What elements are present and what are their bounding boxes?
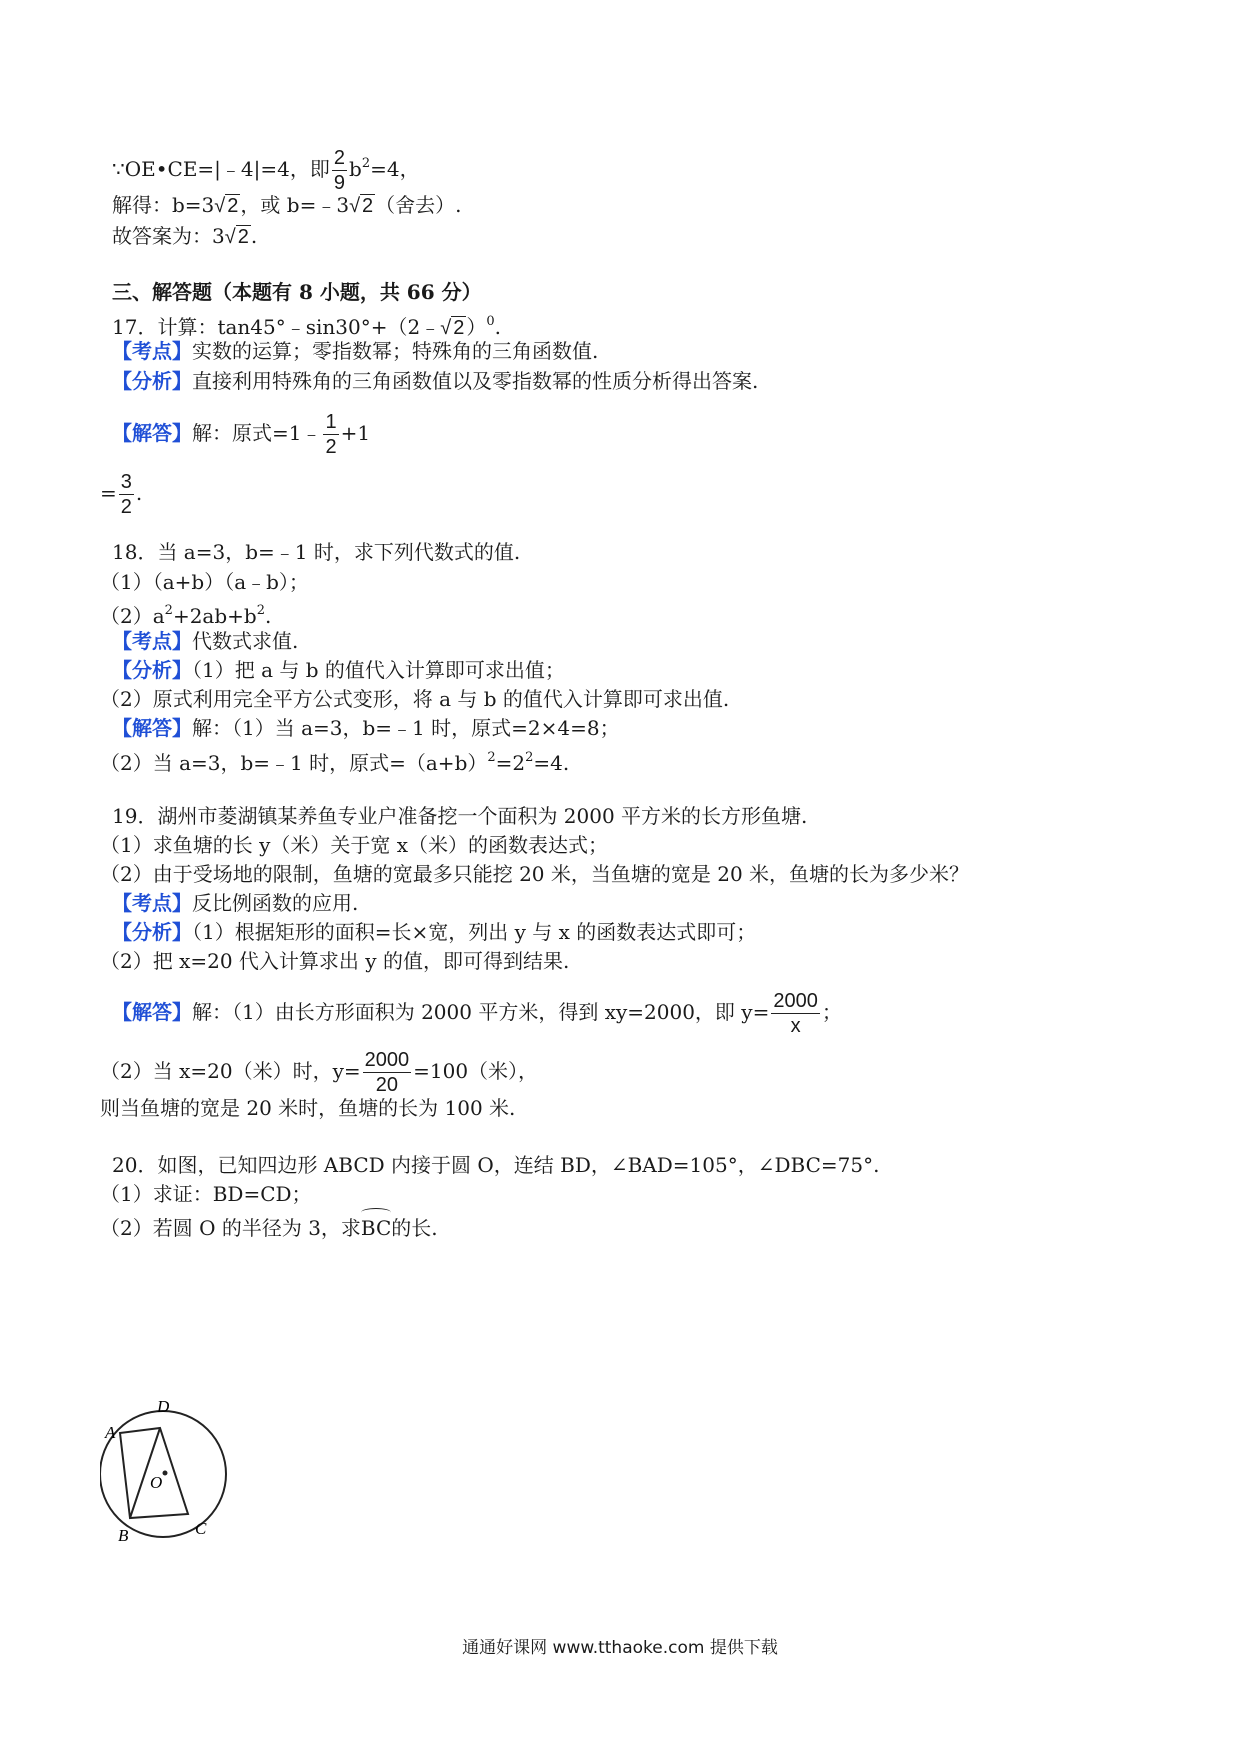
text: （1）把 a 与 b 的值代入计算即可求出值；: [192, 658, 565, 682]
q18-stem: 18．当 a=3，b=﹣1 时，求下列代数式的值.: [112, 540, 521, 564]
prev-line-2: [112, 191, 462, 220]
text: 解：原式=1﹣: [192, 421, 322, 445]
denominator: 2: [120, 496, 132, 518]
denominator: x: [790, 1015, 801, 1037]
q20-stem: 20．如图，已知四边形 ABCD 内接于圆 O，连结 BD，∠BAD=105°，∠DBC=75°.: [112, 1153, 880, 1177]
exponent: 0: [486, 314, 495, 329]
circle-quadrilateral-figure: [100, 1388, 240, 1548]
numerator: 2: [333, 147, 345, 169]
q18-jieda: [112, 714, 620, 742]
text: =4，: [370, 157, 420, 181]
text: =100（米），: [413, 1059, 539, 1083]
text: 17．计算：tan45°﹣sin30°+（2﹣: [112, 315, 441, 339]
text: .: [494, 315, 501, 339]
text: ，或 b=﹣3: [240, 193, 350, 217]
q19-fenxi-2: （2）把 x=20 代入计算求出 y 的值，即可得到结果.: [100, 949, 570, 973]
q18-fenxi: [112, 656, 565, 684]
text: （2）a: [100, 604, 165, 628]
q19-part-1: （1）求鱼塘的长 y（米）关于宽 x（米）的函数表达式；: [100, 833, 609, 857]
q17-result: [100, 470, 142, 519]
section-heading: 三、解答题（本题有 8 小题，共 66 分）: [112, 280, 482, 304]
fraction: [332, 146, 347, 195]
q17-jieda: [112, 410, 370, 459]
q19-kaodian: [112, 889, 358, 917]
q19-jieda-2: [100, 1048, 538, 1097]
numerator: 1: [325, 411, 337, 433]
text: 直接利用特殊角的三角函数值以及零指数幂的性质分析得出答案.: [192, 369, 759, 393]
tag-jieda: 【解答】: [112, 1000, 192, 1024]
text: 的长.: [391, 1216, 438, 1240]
q18-kaodian: [112, 627, 298, 655]
text: （舍去）.: [375, 193, 462, 217]
label-d: D: [157, 1397, 170, 1416]
q20-part-1: （1）求证：BD=CD；: [100, 1182, 312, 1206]
text: （2）若圆 O 的半径为 3，求: [100, 1216, 361, 1240]
label-c: C: [195, 1519, 207, 1538]
denominator: 9: [333, 172, 345, 194]
sqrt: √ 2: [214, 195, 239, 217]
tag-jieda: 【解答】: [112, 716, 192, 740]
q19-part-2: （2）由于受场地的限制，鱼塘的宽最多只能挖 20 米，当鱼塘的宽是 20 米，鱼塘的长为多少米？: [100, 862, 970, 886]
text: ∵OE•CE=|﹣4|=4，即: [112, 157, 330, 181]
fraction: [119, 470, 134, 519]
text: （1）根据矩形的面积=长×宽，列出 y 与 x 的函数表达式即可；: [192, 920, 757, 944]
text: .: [265, 604, 272, 628]
denominator: 20: [375, 1074, 398, 1096]
radicand: 2: [227, 195, 239, 217]
tag-kaodian: 【考点】: [112, 339, 192, 363]
tag-kaodian: 【考点】: [112, 891, 192, 915]
text: =4.: [533, 751, 570, 775]
fraction: [323, 410, 338, 459]
text: +2ab+b: [172, 604, 257, 628]
text: （2）当 x=20（米）时，y=: [100, 1059, 361, 1083]
text: ；: [821, 1000, 842, 1024]
radicand: 2: [453, 317, 465, 339]
numerator: 2000: [364, 1049, 410, 1071]
arc-mark: [361, 1208, 391, 1217]
exponent: 2: [256, 603, 265, 618]
prev-line-3: [112, 222, 257, 251]
footer-watermark: 通通好课网 www.tthaoke.com 提供下载: [462, 1638, 778, 1658]
fraction: [771, 989, 820, 1038]
radicand: 2: [362, 195, 374, 217]
exponent: 2: [361, 156, 371, 171]
tag-jieda: 【解答】: [112, 421, 192, 445]
sqrt: √ 2: [224, 226, 249, 248]
label-b: B: [118, 1526, 129, 1545]
arc-label: BC: [360, 1216, 392, 1240]
q19-fenxi: [112, 918, 756, 946]
text: 解得：b=3: [112, 193, 215, 217]
q19-jieda: [112, 989, 842, 1038]
text: =: [100, 481, 117, 505]
tag-fenxi: 【分析】: [112, 920, 192, 944]
text: 代数式求值.: [192, 629, 299, 653]
exponent: 2: [525, 750, 534, 765]
sqrt: √ 2: [349, 195, 374, 217]
label-a: A: [105, 1423, 116, 1442]
q17-fenxi: [112, 367, 758, 395]
tag-kaodian: 【考点】: [112, 629, 192, 653]
exponent: 2: [487, 750, 496, 765]
arc-notation: [361, 1210, 391, 1242]
q17-kaodian: [112, 337, 598, 365]
text: （2）当 a=3，b=﹣1 时，原式=（a+b）: [100, 751, 488, 775]
numerator: 2000: [773, 990, 818, 1012]
text: 反比例函数的应用.: [192, 891, 359, 915]
radicand: 2: [237, 226, 249, 248]
numerator: 3: [120, 471, 132, 493]
fraction: [363, 1048, 412, 1097]
q18-part-1: （1）（a+b）（a﹣b）；: [100, 570, 309, 594]
sqrt: √ 2: [440, 317, 465, 339]
text: .: [250, 224, 258, 248]
q20-part-2: [100, 1210, 438, 1242]
q19-stem: 19．湖州市菱湖镇某养鱼专业户准备挖一个面积为 2000 平方米的长方形鱼塘.: [112, 804, 808, 828]
text: 解：（1）当 a=3，b=﹣1 时，原式=2×4=8；: [192, 716, 620, 740]
text: 故答案为：3: [112, 224, 225, 248]
q18-jieda-2: [100, 744, 569, 777]
center-point: [163, 1471, 168, 1476]
text: +1: [340, 421, 371, 445]
q19-conclusion: 则当鱼塘的宽是 20 米时，鱼塘的长为 100 米.: [100, 1096, 516, 1120]
q18-fenxi-2: （2）原式利用完全平方公式变形，将 a 与 b 的值代入计算即可求出值.: [100, 687, 730, 711]
q18-part-2: [100, 597, 271, 630]
text: .: [135, 481, 143, 505]
denominator: 2: [325, 436, 337, 458]
tag-fenxi: 【分析】: [112, 369, 192, 393]
text: 解：（1）由长方形面积为 2000 平方米，得到 xy=2000，即 y=: [192, 1000, 770, 1024]
label-o: O: [150, 1473, 163, 1492]
exponent: 2: [164, 603, 173, 618]
text: 实数的运算；零指数幂；特殊角的三角函数值.: [192, 339, 599, 363]
text: ）: [466, 315, 487, 339]
prev-line-1: [112, 146, 420, 195]
text: b: [349, 157, 362, 181]
text: =2: [495, 751, 526, 775]
tag-fenxi: 【分析】: [112, 658, 192, 682]
